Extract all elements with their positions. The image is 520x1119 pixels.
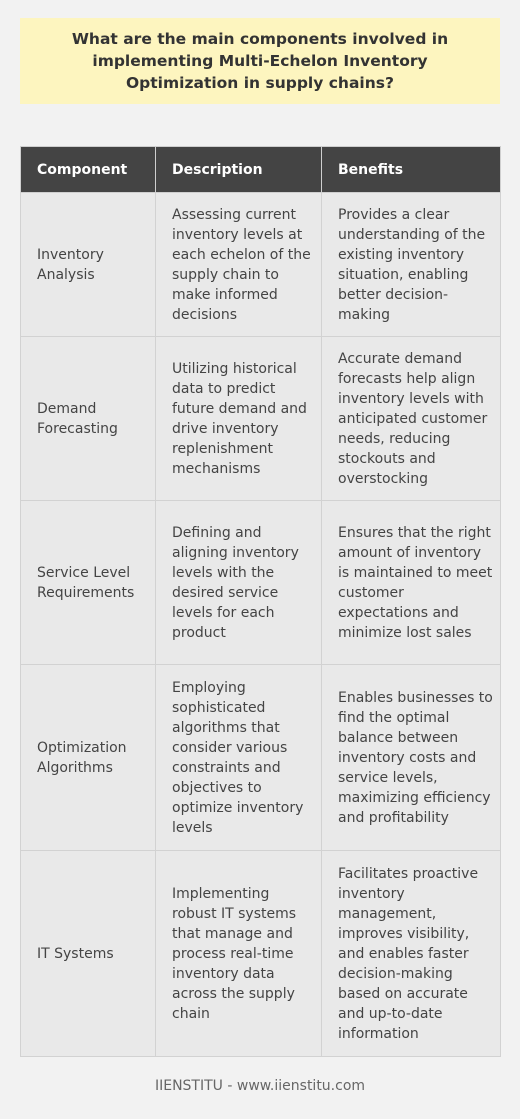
- table-row: [21, 665, 501, 851]
- description-cell: Employing sophisticated algorithms that consider various constraints and objectives to optimize inventory levels: [156, 665, 322, 851]
- component-cell: Service Level Requirements: [21, 501, 156, 665]
- component-cell: Inventory Analysis: [21, 193, 156, 337]
- benefits-cell: Enables businesses to find the optimal balance between inventory costs and service levels, maximizing efficiency and profitability: [322, 665, 501, 851]
- benefits-cell: Accurate demand forecasts help align inventory levels with anticipated customer needs, reducing stockouts and overstocking: [322, 337, 501, 501]
- footer-credit: IIENSTITU - www.iienstitu.com: [154, 1078, 366, 1094]
- component-cell: Optimization Algorithms: [21, 665, 156, 851]
- table-row: [21, 193, 501, 337]
- header-description: Description: [156, 147, 322, 193]
- description-cell: Utilizing historical data to predict future demand and drive inventory replenishment mechanisms: [156, 337, 322, 501]
- header-component: Component: [21, 147, 156, 193]
- page-title: What are the main components involved in implementing Multi-Echelon Inventory Optimization in supply chains?: [71, 30, 449, 92]
- description-cell: Assessing current inventory levels at each echelon of the supply chain to make informed decisions: [156, 193, 322, 337]
- table-row: [21, 337, 501, 501]
- description-cell: Implementing robust IT systems that manage and process real-time inventory data across the supply chain: [156, 851, 322, 1057]
- table-header-row: [21, 147, 501, 193]
- component-cell: Demand Forecasting: [21, 337, 156, 501]
- benefits-cell: Facilitates proactive inventory management, improves visibility, and enables faster decision-making based on accurate and up-to-date information: [322, 851, 501, 1057]
- title-banner: [20, 18, 500, 104]
- component-cell: IT Systems: [21, 851, 156, 1057]
- benefits-cell: Ensures that the right amount of inventory is maintained to meet customer expectations and minimize lost sales: [322, 501, 501, 665]
- components-table: [20, 146, 501, 1057]
- description-cell: Defining and aligning inventory levels with the desired service levels for each product: [156, 501, 322, 665]
- header-benefits: Benefits: [322, 147, 501, 193]
- table-row: [21, 851, 501, 1057]
- table-row: [21, 501, 501, 665]
- benefits-cell: Provides a clear understanding of the existing inventory situation, enabling better decision-making: [322, 193, 501, 337]
